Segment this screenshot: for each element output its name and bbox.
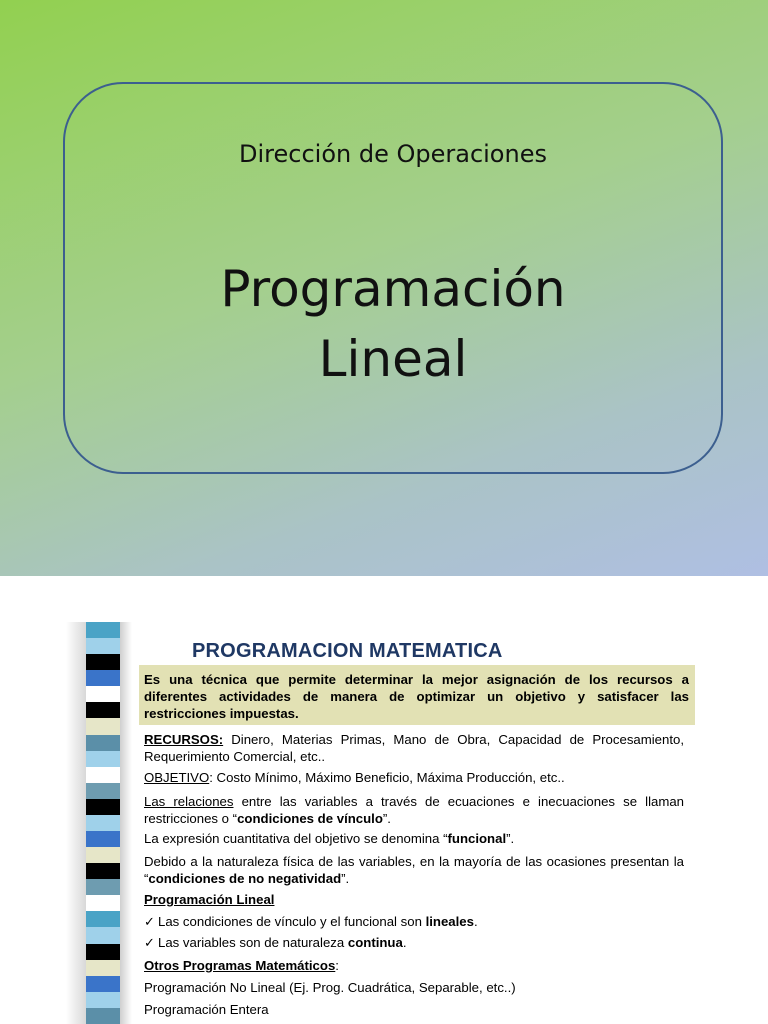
stripe-segment: [86, 654, 120, 670]
pl-item-2-text: Las variables son de naturaleza: [158, 935, 348, 950]
stripe-segment: [86, 767, 120, 783]
objetivo-paragraph: [144, 769, 684, 786]
relaciones-bold: condiciones de vínculo: [237, 811, 383, 826]
stripe-segment: [86, 702, 120, 718]
stripe-segment: [86, 831, 120, 847]
definition-box: Es una técnica que permite determinar la mejor asignación de los recursos a diferentes actividades de manera de optimizar un objetivo y satisfacer las restricciones impuestas.: [139, 665, 695, 725]
stripe-segment: [86, 815, 120, 831]
pl-item-2-bold: continua: [347, 935, 403, 950]
stripe-segment: [86, 944, 120, 960]
otros-heading-colon: :: [335, 958, 339, 973]
stripe-segment: [86, 783, 120, 799]
slide-title-line2: Lineal: [318, 330, 468, 388]
pl-heading: [144, 891, 684, 908]
slide-title: [65, 254, 721, 394]
stripe-segment: [86, 895, 120, 911]
otros-heading-text: Otros Programas Matemáticos: [144, 958, 336, 973]
objetivo-label: OBJETIVO: [144, 770, 210, 785]
content-slide: [0, 576, 768, 1024]
stripe-segment: [86, 686, 120, 702]
stripe-segment: [86, 992, 120, 1008]
pl-heading-text: Programación Lineal: [144, 892, 275, 907]
stripe-segment: [86, 911, 120, 927]
otros-item-1: Programación No Lineal (Ej. Prog. Cuadrática, Separable, etc..): [144, 980, 516, 995]
stripe-segment: [86, 863, 120, 879]
stripe-segment: [86, 1008, 120, 1024]
title-frame: [63, 82, 723, 474]
otros-item-2: Programación Entera: [144, 1002, 269, 1017]
check-icon: ✓: [144, 935, 156, 950]
stripe-segment: [86, 638, 120, 654]
negatividad-paragraph: [144, 853, 684, 887]
decorative-stripe: [86, 622, 120, 1024]
pl-item-1-text: Las condiciones de vínculo y el funcional son: [158, 914, 426, 929]
stripe-shadow: [66, 622, 86, 1024]
relaciones-paragraph: [144, 793, 684, 827]
stripe-segment: [86, 960, 120, 976]
slide-subtitle: Dirección de Operaciones: [239, 140, 547, 168]
funcional-bold: funcional: [447, 831, 507, 846]
slide-title-line1: Programación: [220, 260, 566, 318]
funcional-paragraph: [144, 830, 684, 847]
pl-item-2: [144, 934, 684, 951]
stripe-segment: [86, 735, 120, 751]
objetivo-text: : Costo Mínimo, Máximo Beneficio, Máxima Producción, etc..: [209, 770, 565, 785]
section-heading: PROGRAMACION MATEMATICA: [192, 640, 503, 662]
recursos-paragraph: [144, 731, 684, 765]
pl-item-1-end: .: [473, 914, 478, 929]
relaciones-end: ”.: [382, 811, 391, 826]
stripe-segment: [86, 976, 120, 992]
stripe-segment: [86, 879, 120, 895]
recursos-text: Dinero, Materias Primas, Mano de Obra, Capacidad de Procesamiento, Requerimiento Comercial, etc..: [144, 732, 684, 764]
stripe-segment: [86, 751, 120, 767]
recursos-label: RECURSOS:: [144, 732, 224, 747]
negatividad-bold: condiciones de no negatividad: [148, 871, 342, 886]
stripe-segment: [86, 927, 120, 943]
stripe-segment: [86, 718, 120, 734]
negatividad-text: Debido a la naturaleza física de las variables, en la mayoría de las ocasiones presentan la “: [144, 854, 684, 886]
pl-item-1-bold: lineales: [425, 914, 474, 929]
stripe-segment: [86, 622, 120, 638]
relaciones-label: Las relaciones: [144, 794, 234, 809]
pl-item-1: [144, 913, 684, 930]
stripe-edge: [120, 622, 132, 1024]
check-icon: ✓: [144, 914, 156, 929]
relaciones-text: entre las variables a través de ecuaciones e inecuaciones se llaman restricciones o “: [144, 794, 684, 826]
negatividad-end: ”.: [341, 871, 350, 886]
funcional-text: La expresión cuantitativa del objetivo se denomina “: [144, 831, 448, 846]
pl-item-2-end: .: [402, 935, 407, 950]
stripe-segment: [86, 847, 120, 863]
stripe-segment: [86, 670, 120, 686]
otros-heading: [144, 957, 684, 974]
stripe-segment: [86, 799, 120, 815]
funcional-end: ”.: [506, 831, 515, 846]
